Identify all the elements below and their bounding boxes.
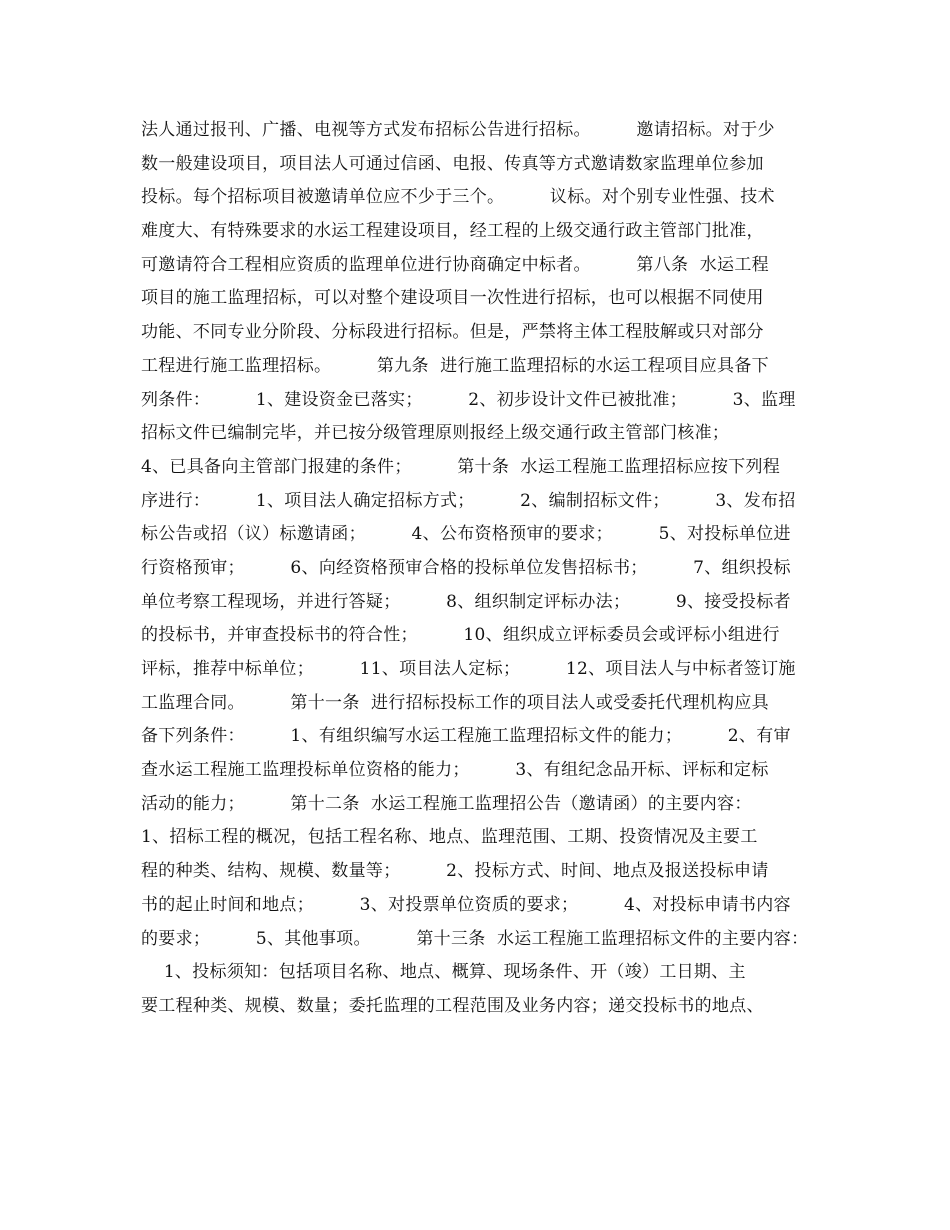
text-line: 可邀请符合工程相应资质的监理单位进行协商确定中标者。 第八条 水运工程 xyxy=(141,254,769,275)
text-line: 工程进行施工监理招标。 第九条 进行施工监理招标的水运工程项目应具备下 xyxy=(141,355,769,376)
text-line: 的要求； 5、其他事项。 第十三条 水运工程施工监理招标文件的主要内容： xyxy=(141,928,809,949)
text-line: 备下列条件： 1、有组织编写水运工程施工监理招标文件的能力； 2、有审 xyxy=(141,726,791,747)
text-line: 法人通过报刊、广播、电视等方式发布招标公告进行招标。 邀请招标。对于少 xyxy=(141,120,775,140)
text-line: 活动的能力； 第十二条 水运工程施工监理招公告（邀请函）的主要内容： xyxy=(141,793,752,814)
text-line: 4、已具备向主管部门报建的条件； 第十条 水运工程施工监理招标应按下列程 xyxy=(141,456,781,477)
text-line: 招标文件已编制完毕，并已按分级管理原则报经上级交通行政主管部门核准； xyxy=(141,423,730,444)
text-line: 程的种类、结构、规模、数量等； 2、投标方式、时间、地点及报送投标申请 xyxy=(141,861,769,882)
text-line: 1、招标工程的概况，包括工程名称、地点、监理范围、工期、投资情况及主要工 xyxy=(141,827,758,848)
text-line: 要工程种类、规模、数量；委托监理的工程范围及业务内容；递交投标书的地点、 xyxy=(141,995,764,1016)
document-body xyxy=(141,114,811,1024)
text-line: 序进行： 1、项目法人确定招标方式； 2、编制招标文件； 3、发布招 xyxy=(141,490,796,511)
text-line: 投标。每个招标项目被邀请单位应不少于三个。 议标。对个别专业性强、技术 xyxy=(141,187,775,208)
text-line: 工监理合同。 第十一条 进行招标投标工作的项目法人或受委托代理机构应具 xyxy=(141,692,769,713)
text-line: 查水运工程施工监理投标单位资格的能力； 3、有组纪念品开标、评标和定标 xyxy=(141,760,769,781)
text-line: 1、投标须知：包括项目名称、地点、概算、现场条件、开（竣）工日期、主 xyxy=(141,962,746,983)
text-line: 书的起止时间和地点； 3、对投票单位资质的要求； 4、对投标申请书内容 xyxy=(141,894,791,915)
text-line: 数一般建设项目，项目法人可通过信函、电报、传真等方式邀请数家监理单位参加 xyxy=(141,153,764,174)
text-line: 行资格预审； 6、向经资格预审合格的投标单位发售招标书； 7、组织投标 xyxy=(141,557,791,578)
text-line: 难度大、有特殊要求的水运工程建设项目，经工程的上级交通行政主管部门批准， xyxy=(141,221,764,242)
text-line: 功能、不同专业分阶段、分标段进行招标。但是，严禁将主体工程肢解或只对部分 xyxy=(141,322,764,343)
text-line: 的投标书，并审查投标书的符合性； 10、组织成立评标委员会或评标小组进行 xyxy=(141,625,780,646)
text-line: 单位考察工程现场，并进行答疑； 8、组织制定评标办法； 9、接受投标者 xyxy=(141,591,791,612)
text-line: 标公告或招（议）标邀请函； 4、公布资格预审的要求； 5、对投标单位进 xyxy=(141,524,791,545)
text-line: 列条件： 1、建设资金已落实； 2、初步设计文件已被批准； 3、监理 xyxy=(141,389,796,410)
text-line: 项目的施工监理招标，可以对整个建设项目一次性进行招标，也可以根据不同使用 xyxy=(141,288,764,309)
text-line: 评标，推荐中标单位； 11、项目法人定标； 12、项目法人与中标者签订施 xyxy=(141,659,796,679)
